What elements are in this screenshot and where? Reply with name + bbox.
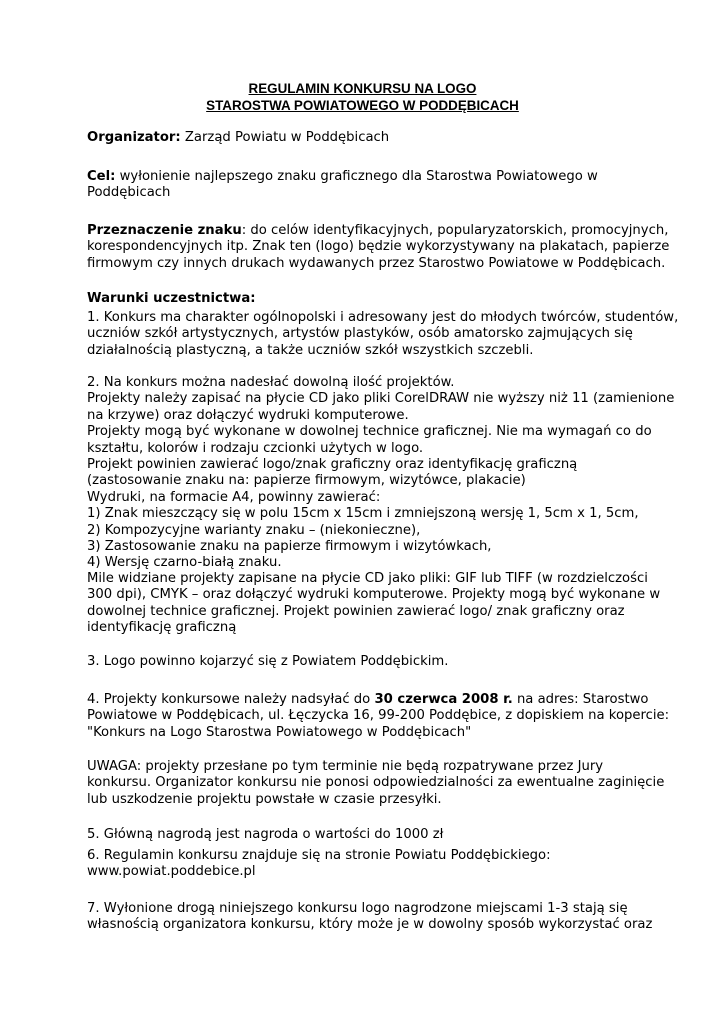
rule-6-paragraph	[87, 848, 647, 881]
rule-text-line: 1) Znak mieszczący się w polu 15cm x 15cm i zmniejszoną wersję 1, 5cm x 1, 5cm,	[87, 506, 639, 522]
organizer-label: Organizator:	[87, 130, 181, 145]
rule-text-line: UWAGA: projekty przesłane po tym terminie nie będą rozpatrywane przez Jury	[87, 759, 604, 774]
rule-text-line: Mile widziane projekty zapisane na płycie CD jako pliki: GIF lub TIFF (w rozdzielczości	[87, 571, 648, 586]
rule-text-line: identyfikację graficzną	[87, 620, 237, 636]
rule-1-paragraph	[87, 310, 679, 359]
rule-text-line: 3) Zastosowanie znaku na papierze firmowym i wizytówkach,	[87, 539, 492, 555]
rule-text-line: Projekty należy zapisać na płycie CD jako pliki CorelDRAW nie wyższy niż 11 (zamienione	[87, 391, 675, 407]
rule-text-line: 2. Na konkurs można nadesłać dowolną ilość projektów.	[87, 375, 455, 390]
rule-text-line: dowolnej technice graficznej. Projekt powinien zawierać logo/ znak graficzny oraz	[87, 603, 625, 619]
purpose-text-line: : do celów identyfikacyjnych, popularyzatorskich, promocyjnych,	[241, 223, 669, 238]
rule-text-line: lub uszkodzenie projektu powstałe w czasie przesyłki.	[87, 791, 442, 807]
rule-text-line: 5. Główną nagrodą jest nagroda o wartości do 1000 zł	[87, 827, 444, 842]
rule-text-line: Projekt powinien zawierać logo/znak graficzny oraz identyfikację graficzną	[87, 457, 578, 473]
rule-text-line: 3. Logo powinno kojarzyć się z Powiatem Poddębickim.	[87, 654, 449, 669]
rule-5-paragraph	[87, 827, 647, 843]
rule-text-line: własnością organizatora konkursu, który może je w dowolny sposób wykorzystać oraz	[87, 917, 653, 933]
rule-text-line: (zastosowanie znaku na: papierze firmowym, wizytówce, plakacie)	[87, 473, 526, 489]
rule-text-line: 1. Konkurs ma charakter ogólnopolski i adresowany jest do młodych twórców, studentów,	[87, 310, 679, 325]
rule-text-line: Wydruki, na formacie A4, powinny zawierać:	[87, 489, 381, 505]
document-title-line-2: STAROSTWA POWIATOWEGO W PODDĘBICACH	[206, 98, 519, 113]
deadline-date: 30 czerwca 2008 r.	[374, 692, 513, 707]
conditions-heading-text: Warunki uczestnictwa:	[87, 291, 256, 306]
goal-text-line: Poddębicach	[87, 185, 171, 201]
organizer-paragraph	[87, 130, 647, 146]
file-format-paragraph	[87, 571, 661, 637]
rule-text-line: kształtu, kolorów i rodzaju czcionki użytych w logo.	[87, 440, 424, 456]
rule-text-line: 300 dpi), CMYK – oraz dołączyć wydruki komputerowe. Projekty mogą być wykonane w	[87, 587, 661, 603]
rule-text-line: "Konkurs na Logo Starostwa Powiatowego w Poddębicach"	[87, 724, 472, 740]
rule-text-line: 7. Wyłonione drogą niniejszego konkursu logo nagrodzone miejscami 1-3 stają się	[87, 901, 628, 916]
conditions-heading	[87, 291, 647, 307]
rule-text-line: Projekty mogą być wykonane w dowolnej technice graficznej. Nie ma wymagań co do	[87, 424, 652, 440]
goal-paragraph	[87, 169, 647, 202]
rule-text-line: działalnością plastyczną, a także uczniów szkół wszystkich szczebli.	[87, 342, 534, 358]
purpose-paragraph	[87, 223, 670, 272]
rule-text-line: 6. Regulamin konkursu znajduje się na stronie Powiatu Poddębickiego:	[87, 848, 551, 863]
rule-text-line: konkursu. Organizator konkursu nie ponosi odpowiedzialności za ewentualne zaginięcie	[87, 775, 665, 791]
rule-4-paragraph	[87, 692, 670, 741]
rule-text-line: na adres: Starostwo	[512, 692, 649, 707]
rule-2-paragraph	[87, 375, 675, 572]
rule-text-line: 4) Wersję czarno-białą znaku.	[87, 555, 282, 571]
website-link[interactable]: www.powiat.poddebice.pl	[87, 864, 256, 880]
organizer-value: Zarząd Powiatu w Poddębicach	[180, 130, 390, 145]
notice-paragraph	[87, 759, 665, 808]
rule-7-paragraph	[87, 901, 653, 934]
rule-text-line: na krzywe) oraz dołączyć wydruki komputerowe.	[87, 407, 409, 423]
rule-3-paragraph	[87, 654, 647, 670]
purpose-text-line: firmowym czy innych drukach wydawanych przez Starostwo Powiatowe w Poddębicach.	[87, 255, 666, 271]
purpose-label: Przeznaczenie znaku	[87, 223, 242, 238]
purpose-text-line: korespondencyjnych itp. Znak ten (logo) będzie wykorzystywany na plakatach, papierze	[87, 239, 670, 255]
rule-text-line: 4. Projekty konkursowe należy nadsyłać do	[87, 692, 375, 707]
rule-text-line: 2) Kompozycyjne warianty znaku – (niekonieczne),	[87, 522, 421, 538]
goal-text-line: wyłonienie najlepszego znaku graficznego dla Starostwa Powiatowego w	[115, 169, 598, 184]
document-title-line-1: REGULAMIN KONKURSU NA LOGO	[248, 81, 477, 96]
rule-text-line: Powiatowe w Poddębicach, ul. Łęczycka 16, 99-200 Poddębice, z dopiskiem na kopercie:	[87, 708, 670, 724]
rule-text-line: uczniów szkół artystycznych, artystów plastyków, osób amatorsko zajmujących się	[87, 326, 633, 342]
goal-label: Cel:	[87, 169, 116, 184]
